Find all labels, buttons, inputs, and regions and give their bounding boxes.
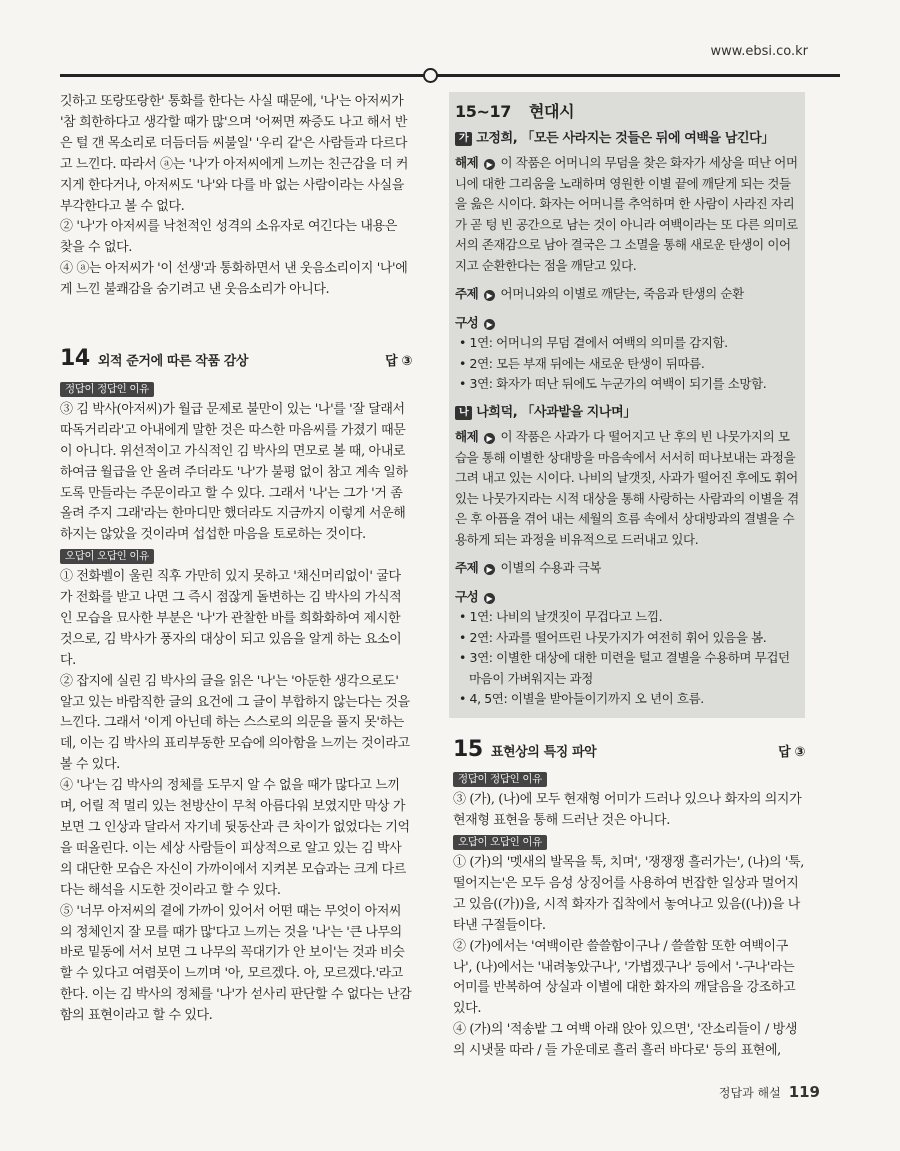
wrong-reason-item: ④ (가)의 '적송밭 그 여백 아래 앉아 있으면', '잔소리들이 / 방생의 시냇물 따라 / 들 가운데로 흘러 흘러 바다로' 등의 표현에, [453, 1022, 797, 1059]
structure-item: • 2연: 모든 부재 뒤에는 새로운 탄생이 뒤따름. [459, 355, 705, 371]
question-title: 외적 준거에 따른 작품 감상 [97, 354, 249, 370]
arrow-icon: ▶ [484, 159, 495, 170]
correct-reason-tag: 정답이 정답인 이유 [60, 382, 154, 397]
explain-label: 해제 [455, 155, 479, 170]
work-b-badge: 나 [455, 406, 472, 420]
header-url: www.ebsi.co.kr [710, 44, 808, 59]
arrow-icon: ▶ [484, 433, 495, 444]
work-b-structure-label [455, 587, 799, 608]
structure-item: • 1연: 어머니의 무덤 곁에서 여백의 의미를 감지함. [459, 335, 728, 350]
work-a-theme [455, 284, 799, 305]
top-rule [60, 74, 840, 77]
work-a-title [455, 129, 799, 150]
top-rule-marker [423, 68, 438, 83]
poem-info-panel [449, 92, 805, 718]
question-number: 15 [453, 736, 483, 762]
work-b-title-text: 나희덕, 「사과밭을 지나며」 [476, 404, 636, 420]
arrow-icon: ▶ [484, 319, 495, 330]
work-a-badge: 가 [455, 132, 472, 146]
structure-item: • 4, 5연: 이별을 받아들이기까지 오 년이 흐름. [459, 691, 704, 706]
section-header [455, 102, 799, 123]
correct-reason-text: ③ (가), (나)에 모두 현재형 어미가 드러나 있으나 화자의 의지가 현재형 표현을 통해 드러난 것은 아니다. [453, 792, 802, 829]
explain-text: 이 작품은 사과가 다 떨어지고 난 후의 빈 나뭇가지의 모습을 통해 이별한 상대방을 마음속에서 서서히 떠나보내는 과정을 그려 내고 있는 시이다. 나비의 날갯짓, 사과가 떨어진 후에도 휘어 있는 나뭇가지라는 시적 대상을 통해 사랑하는 사람과의 이별을 겪은 후 아픔을 겪어 내는 세월의 흐름 속에서 상대방과의 결별을 수용하게 되는 과정을 비유적으로 드러내고 있다. [455, 429, 799, 547]
work-a-explain [455, 153, 799, 276]
left-column [60, 92, 412, 1027]
work-a-structure-label [455, 313, 799, 334]
right-column [453, 92, 805, 1062]
explain-text: 이 작품은 어머니의 무덤을 찾은 화자가 세상을 떠난 어머니에 대한 그리움을 노래하며 영원한 이별 끝에 깨닫게 되는 것들을 읊은 시이다. 화자는 어머니를 추억하며 한 사람이 사라진 자리가 곧 텅 빈 공간으로 남는 것이 아니라 여백이라는 또 다른 의미로서의 존재감으로 남아 결국은 그 소멸을 통해 새로운 탄생이 이어지고 순환한다는 점을 깨닫고 있다. [455, 155, 798, 273]
wrong-reason-tag: 오답이 오답인 이유 [60, 549, 154, 564]
footer-label: 정답과 해설 [718, 1086, 781, 1100]
theme-text: 이별의 수용과 극복 [500, 560, 602, 575]
question-answer: 답 ③ [385, 354, 412, 370]
wrong-reason-item: ② (가)에서는 '여백이란 쓸쓸함이구나 / 쓸쓸함 또한 여백이구나', (나)에서는 '내려놓았구나', '가볍겠구나' 등에서 '-구나'라는 어미를 반복하여 상실과 이별에 대한 화자의 깨달음을 강조하고 있다. [453, 938, 796, 1017]
question-15-header [453, 736, 805, 764]
structure-item: • 1연: 나비의 날갯짓이 무겁다고 느낌. [459, 609, 663, 624]
intro-paragraph: 깃하고 또랑또랑한' 통화를 한다는 사실 때문에, '나'는 아저씨가 '참 희한하다고 생각할 때가 많'으며 '어쩌면 짜증도 나고 해서 반은 털 갠 목소리로 더듬더듬 씨불일' '우리 같'은 사람들과 다르다고 느낀다. 따라서 ⓐ는 '나'가 아저씨에게 느끼는 친근감을 더 커지게 한다거나, 아저씨도 '나'와 다를 바 없는 사람이라는 사실을 부각한다고 볼 수 없다. [60, 94, 409, 214]
page-number: 119 [788, 1083, 820, 1101]
work-b-structure-list [455, 607, 799, 710]
wrong-reason-item: ④ '나'는 김 박사의 정체를 도무지 알 수 없을 때가 많다고 느끼며, 어릴 적 멀리 있는 천방산이 무척 아름다워 보였지만 막상 가보면 그 인상과 달라서 자기네 뒷동산과 큰 차이가 없었다는 기억을 떠올린다. 이는 세상 사람들이 피상적으로 알고 있는 김 박사의 대단한 모습은 자신이 가까이에서 지켜본 모습과는 크게 다르다는 해석을 시도한 것이라고 할 수 있다. [60, 778, 410, 898]
question-14-header [60, 346, 412, 373]
page-footer [719, 1083, 820, 1101]
section-title: 현대시 [528, 102, 575, 121]
correct-reason-tag: 정답이 정답인 이유 [453, 772, 547, 787]
arrow-icon: ▶ [484, 290, 495, 301]
arrow-icon: ▶ [484, 564, 495, 575]
theme-text: 어머니와의 이별로 깨닫는, 죽음과 탄생의 순환 [500, 286, 744, 301]
wrong-reason-item: ① 전화벨이 울린 직후 가만히 있지 못하고 '채신머리없이' 굴다가 전화를 받고 나면 그 즉시 점잖게 돌변하는 김 박사의 가식적인 모습을 묘사한 부분은 '나'가 관찰한 바를 희화화하여 제시한 것으로, 김 박사가 풍자의 대상이 되고 있음을 알게 하는 요소이다. [60, 569, 402, 668]
explain-label: 해제 [455, 429, 479, 444]
wrong-reason-item: ② 잡지에 실린 김 박사의 글을 읽은 '나'는 '아둔한 생각으로도' 알고 있는 바람직한 글의 요건에 그 글이 부합하지 않는다는 것을 느낀다. 그래서 '이게 아닌데 하는 스스로의 의문을 풀지 못'하는데, 이는 김 박사의 표리부동한 모습에 의아함을 느끼는 것이라고 볼 수 있다. [60, 673, 410, 773]
intro-paragraph: ④ ⓐ는 아저씨가 '이 선생'과 통화하면서 낸 웃음소리이지 '나'에게 느낀 불쾌감을 숨기려고 낸 웃음소리가 아니다. [60, 261, 408, 298]
work-a-structure-list [455, 333, 799, 395]
structure-item: • 2연: 사과를 떨어뜨린 나뭇가지가 여전히 휘어 있음을 봄. [459, 629, 767, 645]
correct-reason-text: ③ 김 박사(아저씨)가 월급 문제로 불만이 있는 '나'를 '잘 달래서 따독거리라'고 아내에게 말한 것은 따스한 마음씨를 가졌기 때문이 아니다. 위선적이고 가식적인 김 박사의 면모로 볼 때, 아내로 하여금 월급을 안 올려 주더라도 '나'가 불평 없이 참고 계속 일하도록 만들라는 주문이라고 할 수 있다. 그래서 '나'는 그가 '거 좀 올려 주지 그래'라는 한마디만 했더라도 지금까지 이렇게 서운해 하지는 않았을 것이라며 섭섭한 마음을 토로하는 것이다. [60, 401, 408, 543]
question-number: 14 [60, 346, 90, 372]
wrong-reason-tag: 오답이 오답인 이유 [453, 835, 547, 850]
wrong-reason-item: ⑤ '너무 아저씨의 곁에 가까이 있어서 어떤 때는 무엇이 아저씨의 정체인지 잘 모를 때가 많'다고 느끼는 것을 '나'는 '큰 나무의 바로 밑동에 서서 보면 그 나무의 꼭대기가 안 보이'는 것과 비슷할 수 있다고 여렴풋이 느끼며 '아, 모르겠다. 아, 모르겠다.'라고 한다. 이는 김 박사의 정체를 '나'가 섣사리 판단할 수 없다는 난감함의 표현이라고 할 수 있다. [60, 903, 412, 1024]
question-answer: 답 ③ [778, 744, 805, 760]
intro-paragraph: ② '나'가 아저씨를 낙천적인 성격의 소유자로 여긴다는 내용은 찾을 수 없다. [60, 219, 397, 256]
structure-label: 구성 [455, 588, 479, 604]
work-b-theme [455, 558, 799, 579]
arrow-icon: ▶ [484, 593, 495, 604]
section-number: 15~17 [455, 102, 511, 121]
structure-item: • 3연: 이별한 대상에 대한 미련을 털고 결별을 수용하며 무겁던 마음이 가벼워지는 과정 [459, 650, 790, 686]
work-b-explain [455, 427, 799, 550]
work-a-title-text: 고정희, 「모든 사라지는 것들은 뒤에 여백을 남긴다」 [476, 130, 774, 146]
wrong-reason-item: ① (가)의 '멧새의 발목을 툭, 치며', '쟁쟁쟁 흘러가는', (나)의 '툭, 떨어지는'은 모두 음성 상징어를 사용하여 번잡한 일상과 멀어지고 있음((가))을, 시적 화자가 집착에서 놓여나고 있음((나))을 나타낸 구절들이다. [453, 855, 804, 933]
theme-label: 주제 [455, 286, 479, 301]
structure-item: • 3연: 화자가 떠난 뒤에도 누군가의 여백이 되기를 소망함. [459, 376, 767, 391]
theme-label: 주제 [455, 560, 479, 575]
question-title: 표현상의 특징 파악 [490, 744, 597, 760]
structure-label: 구성 [455, 314, 479, 330]
work-b-title [455, 403, 799, 424]
